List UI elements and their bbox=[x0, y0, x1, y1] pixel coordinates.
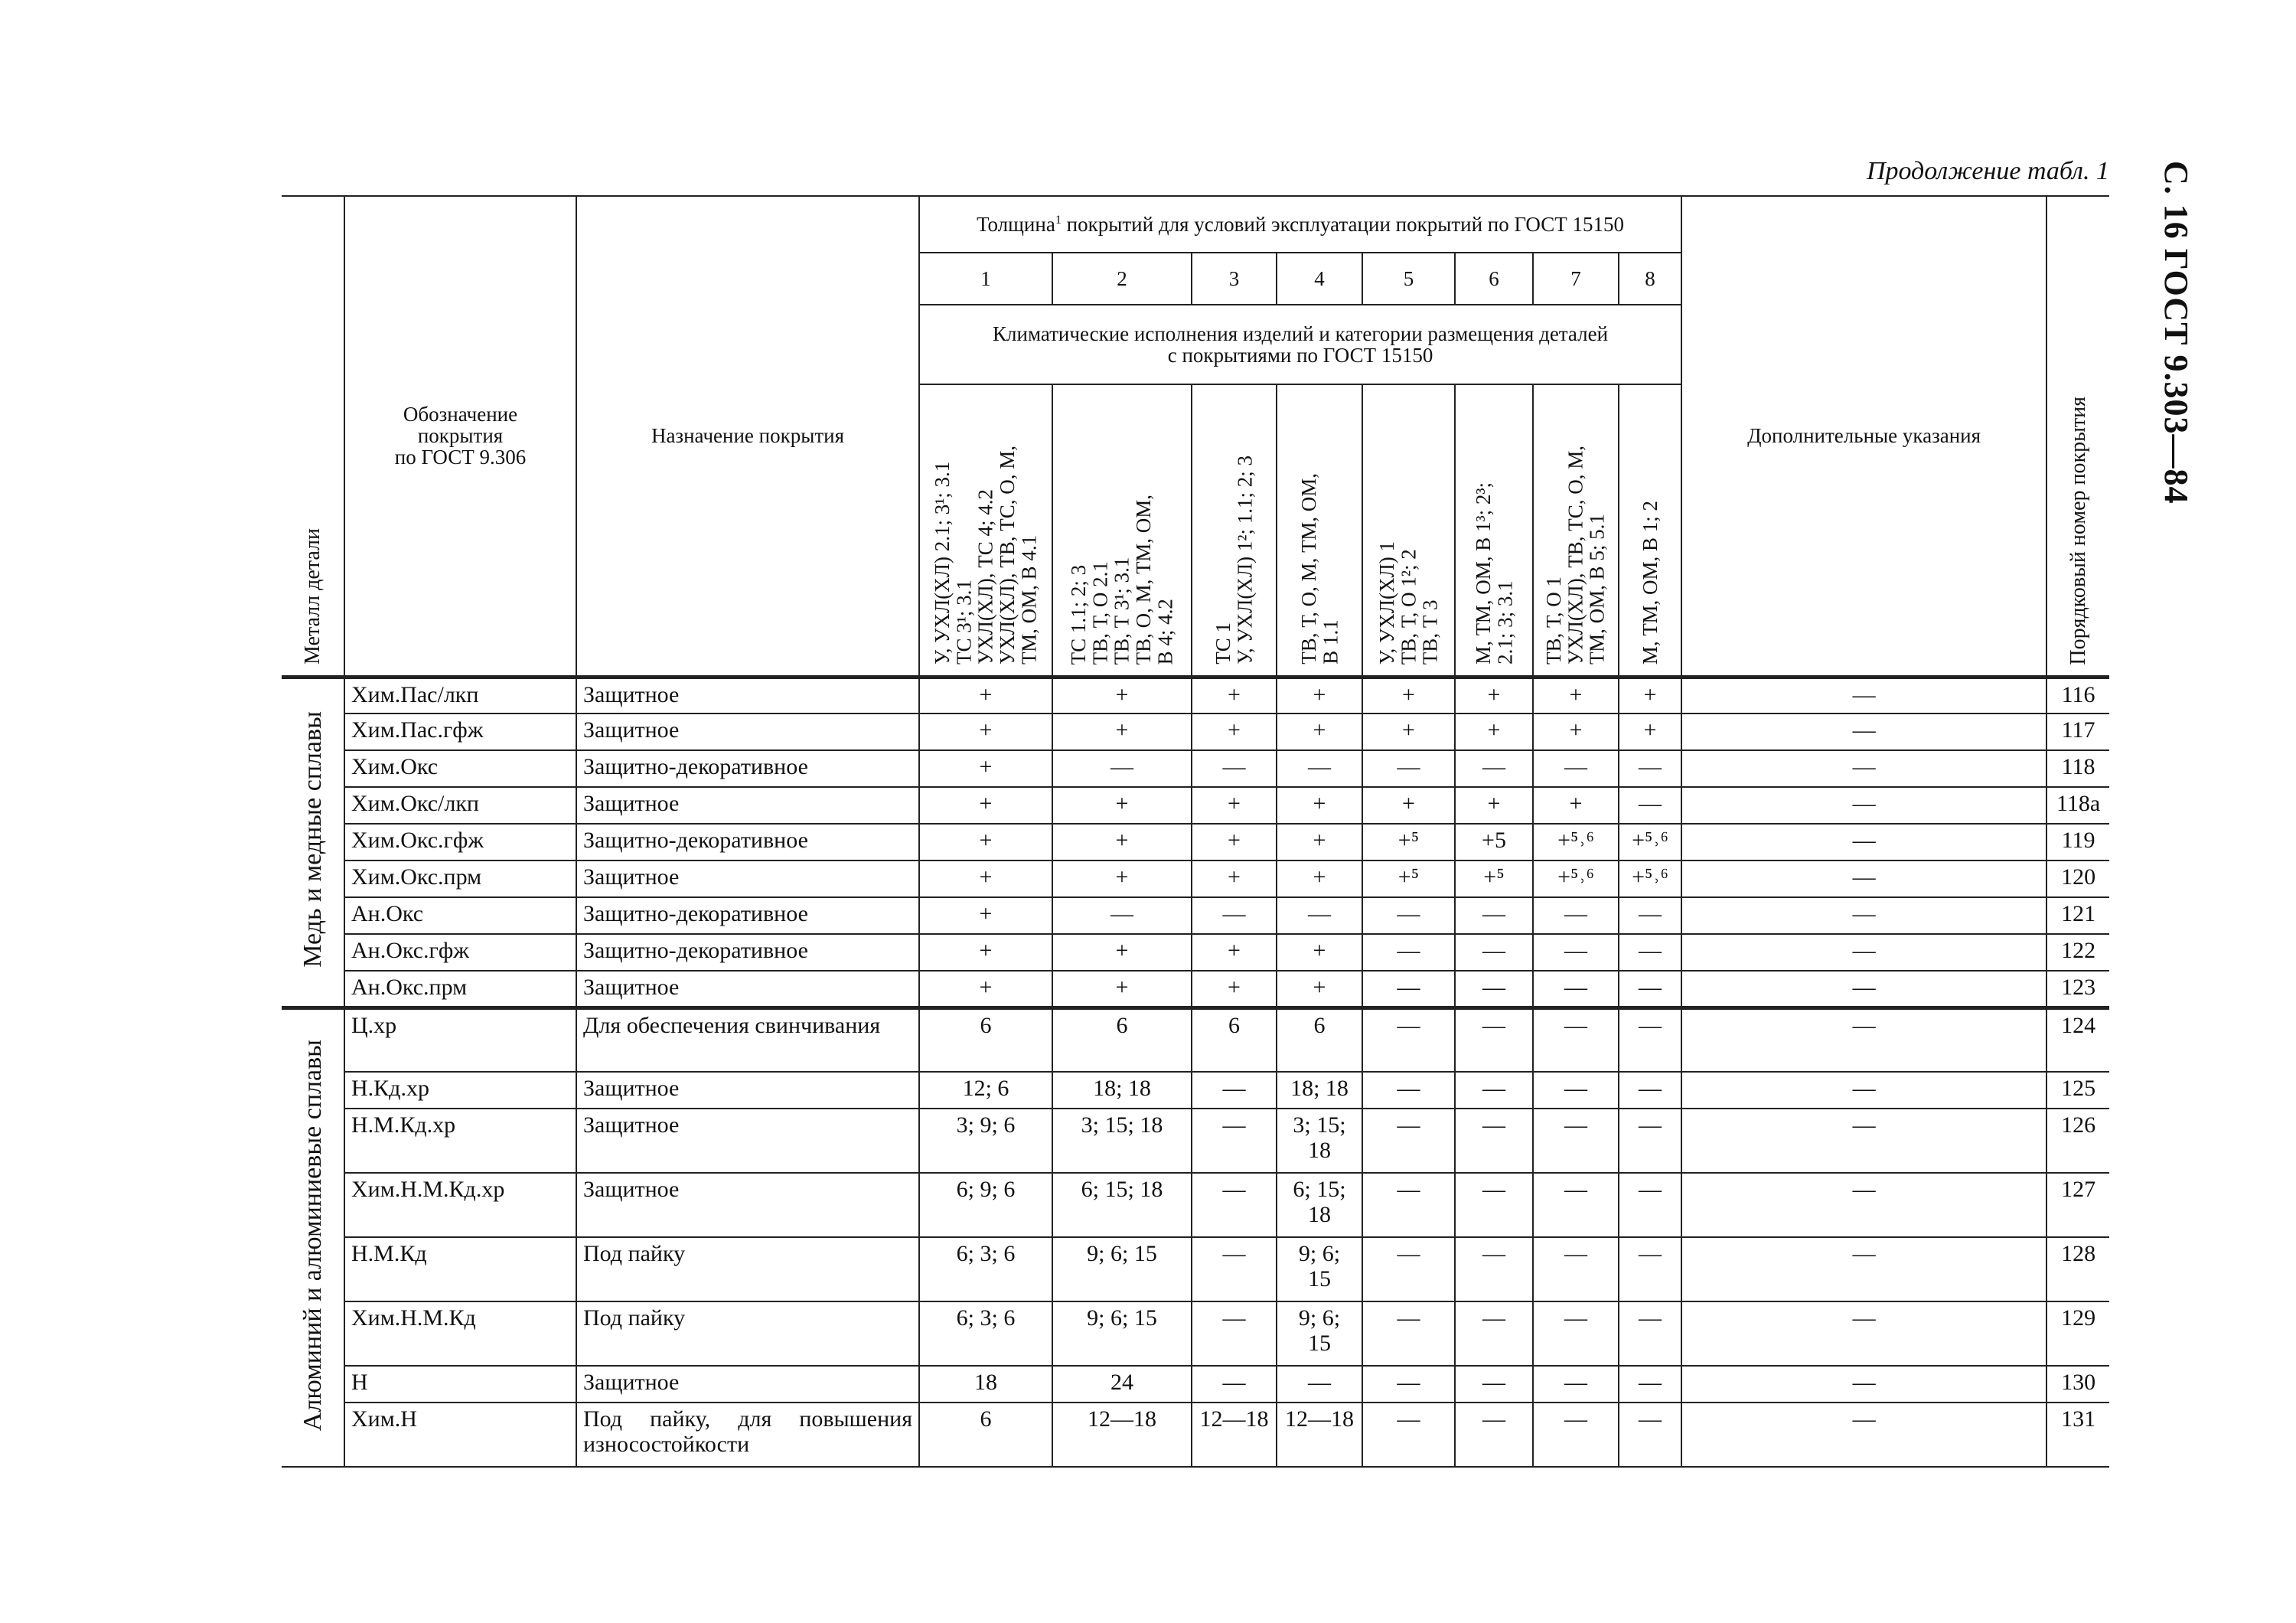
coating-designation: Ан.Окс bbox=[344, 897, 576, 934]
order-number: 128 bbox=[2047, 1237, 2109, 1301]
condition-8-value: — bbox=[1619, 934, 1681, 971]
document-page-header: С. 16 ГОСТ 9.303—84 bbox=[2157, 161, 2195, 505]
condition-8-value: — bbox=[1619, 1173, 1681, 1237]
metal-group-cell bbox=[282, 1007, 344, 1467]
order-number: 120 bbox=[2047, 860, 2109, 897]
condition-4-value: + bbox=[1277, 934, 1362, 971]
condition-6-value: + bbox=[1455, 787, 1533, 824]
coating-designation: Н.Кд.хр bbox=[344, 1072, 576, 1109]
coating-purpose: Защитное bbox=[576, 1173, 919, 1237]
condition-3-value: 12—18 bbox=[1192, 1403, 1277, 1467]
coating-purpose: Для обеспечения свинчивания bbox=[576, 1007, 919, 1072]
condition-4-value: 9; 6; 15 bbox=[1277, 1237, 1362, 1301]
additional-notes: — bbox=[1681, 1072, 2047, 1109]
condition-3-value: — bbox=[1192, 1072, 1277, 1109]
coating-designation: Хим.Окс.гфж bbox=[344, 824, 576, 860]
table-row bbox=[282, 1072, 2109, 1109]
condition-7-value: + bbox=[1533, 714, 1619, 750]
condition-6-value: — bbox=[1455, 1403, 1533, 1467]
header-climate-text: Климатические исполнения изделий и категории размещения деталей с покрытиями по ГОСТ 15150 bbox=[993, 322, 1609, 367]
condition-2-value: 24 bbox=[1052, 1366, 1192, 1403]
condition-7-value: — bbox=[1533, 750, 1619, 787]
header-condition-1: 1 bbox=[919, 253, 1052, 305]
header-metal-text: Металл детали bbox=[300, 528, 325, 665]
condition-8-value: — bbox=[1619, 1403, 1681, 1467]
coating-designation: Хим.Н bbox=[344, 1403, 576, 1467]
condition-6-value: — bbox=[1455, 1366, 1533, 1403]
condition-4-value: + bbox=[1277, 971, 1362, 1007]
condition-5-value: — bbox=[1362, 971, 1455, 1007]
condition-1-value: 6 bbox=[919, 1403, 1052, 1467]
condition-8-value: +⁵˒⁶ bbox=[1619, 860, 1681, 897]
condition-3-value: + bbox=[1192, 787, 1277, 824]
header-additional-text: Дополнительные указания bbox=[1747, 424, 1981, 448]
condition-4-value: 9; 6; 15 bbox=[1277, 1301, 1362, 1366]
metal-group-label: Алюминий и алюминиевые сплавы bbox=[298, 1039, 327, 1431]
condition-2-value: 6 bbox=[1052, 1007, 1192, 1072]
header-additional bbox=[1681, 196, 2047, 677]
condition-4-value: — bbox=[1277, 897, 1362, 934]
condition-2-value: — bbox=[1052, 897, 1192, 934]
coating-designation: Хим.Н.М.Кд bbox=[344, 1301, 576, 1366]
header-condition-4: 4 bbox=[1277, 253, 1362, 305]
condition-4-value: + bbox=[1277, 714, 1362, 750]
condition-6-value: — bbox=[1455, 1173, 1533, 1237]
condition-2-value: + bbox=[1052, 934, 1192, 971]
condition-8-value: — bbox=[1619, 1109, 1681, 1173]
coating-designation: Ан.Окс.гфж bbox=[344, 934, 576, 971]
coating-designation: Хим.Окс.прм bbox=[344, 860, 576, 897]
condition-4-value: 18; 18 bbox=[1277, 1072, 1362, 1109]
table-row bbox=[282, 750, 2109, 787]
header-metal bbox=[282, 196, 344, 677]
coating-designation: Ан.Окс.прм bbox=[344, 971, 576, 1007]
condition-7-value: + bbox=[1533, 677, 1619, 714]
condition-5-value: + bbox=[1362, 714, 1455, 750]
header-climate-cat-1 bbox=[919, 384, 1052, 677]
condition-2-value: + bbox=[1052, 787, 1192, 824]
condition-7-value: — bbox=[1533, 1173, 1619, 1237]
coating-purpose: Защитное bbox=[576, 860, 919, 897]
condition-1-value: + bbox=[919, 677, 1052, 714]
coating-purpose: Защитно-декоративное bbox=[576, 824, 919, 860]
climate-cat-text: М, ТМ, ОМ, В 1; 2 bbox=[1638, 500, 1662, 665]
condition-5-value: — bbox=[1362, 1301, 1455, 1366]
condition-3-value: — bbox=[1192, 750, 1277, 787]
climate-cat-text: У, УХЛ(ХЛ) 2.1; 3¹; 3.1 ТС 3¹; 3.1 УХЛ(ХЛ), ТС 4; 4.2 УХЛ(ХЛ), ТВ, ТС, О, М, ТМ, ОМ, В 4.1 bbox=[931, 446, 1041, 665]
additional-notes: — bbox=[1681, 1237, 2047, 1301]
climate-cat-text: ТВ, Т, О 1 УХЛ(ХЛ), ТВ, ТС, О, М, ТМ, ОМ, В 5; 5.1 bbox=[1542, 446, 1609, 665]
condition-2-value: — bbox=[1052, 750, 1192, 787]
condition-8-value: — bbox=[1619, 1007, 1681, 1072]
condition-7-value: +⁵˒⁶ bbox=[1533, 860, 1619, 897]
table-row bbox=[282, 1237, 2109, 1301]
condition-6-value: — bbox=[1455, 897, 1533, 934]
additional-notes: — bbox=[1681, 897, 2047, 934]
condition-4-value: + bbox=[1277, 677, 1362, 714]
condition-4-value: + bbox=[1277, 787, 1362, 824]
climate-cat-text: ТВ, Т, О, М, ТМ, ОМ, В 1.1 bbox=[1296, 473, 1342, 665]
metal-group-label: Медь и медные сплавы bbox=[298, 711, 327, 968]
header-order-number-text: Порядковый номер покрытия bbox=[2066, 396, 2090, 665]
condition-3-value: + bbox=[1192, 934, 1277, 971]
condition-2-value: + bbox=[1052, 677, 1192, 714]
metal-group-cell bbox=[282, 677, 344, 1007]
condition-1-value: 6; 3; 6 bbox=[919, 1301, 1052, 1366]
condition-5-value: +⁵ bbox=[1362, 860, 1455, 897]
condition-3-value: — bbox=[1192, 897, 1277, 934]
header-condition-7: 7 bbox=[1533, 253, 1619, 305]
condition-1-value: + bbox=[919, 750, 1052, 787]
additional-notes: — bbox=[1681, 677, 2047, 714]
coating-designation: Хим.Окс/лкп bbox=[344, 787, 576, 824]
coating-purpose: Защитное bbox=[576, 1109, 919, 1173]
order-number: 127 bbox=[2047, 1173, 2109, 1237]
condition-8-value: + bbox=[1619, 714, 1681, 750]
condition-6-value: + bbox=[1455, 714, 1533, 750]
header-climate bbox=[919, 305, 1681, 384]
header-thickness-footnote: 1 bbox=[1055, 212, 1062, 227]
table-body bbox=[282, 677, 2109, 1467]
condition-5-value: — bbox=[1362, 1173, 1455, 1237]
condition-1-value: + bbox=[919, 860, 1052, 897]
table-row bbox=[282, 824, 2109, 860]
condition-5-value: — bbox=[1362, 897, 1455, 934]
coating-purpose: Защитное bbox=[576, 714, 919, 750]
header-climate-cat-5 bbox=[1362, 384, 1455, 677]
condition-8-value: +⁵˒⁶ bbox=[1619, 824, 1681, 860]
coating-designation: Хим.Пас/лкп bbox=[344, 677, 576, 714]
condition-1-value: 3; 9; 6 bbox=[919, 1109, 1052, 1173]
coating-designation: Хим.Н.М.Кд.хр bbox=[344, 1173, 576, 1237]
header-thickness bbox=[919, 196, 1681, 253]
order-number: 126 bbox=[2047, 1109, 2109, 1173]
condition-3-value: — bbox=[1192, 1173, 1277, 1237]
table-row bbox=[282, 897, 2109, 934]
condition-4-value: 6 bbox=[1277, 1007, 1362, 1072]
header-thickness-text: Толщина bbox=[977, 212, 1055, 236]
climate-cat-text: ТС 1 У, УХЛ(ХЛ) 1²; 1.1; 2; 3 bbox=[1212, 456, 1257, 665]
order-number: 123 bbox=[2047, 971, 2109, 1007]
table-row bbox=[282, 934, 2109, 971]
table-row bbox=[282, 677, 2109, 714]
header-climate-cat-3 bbox=[1192, 384, 1277, 677]
condition-3-value: 6 bbox=[1192, 1007, 1277, 1072]
condition-2-value: 6; 15; 18 bbox=[1052, 1173, 1192, 1237]
coating-purpose: Под пайку, для повышения износостойкости bbox=[576, 1403, 919, 1467]
coating-designation: Хим.Окс bbox=[344, 750, 576, 787]
condition-4-value: + bbox=[1277, 860, 1362, 897]
condition-4-value: — bbox=[1277, 750, 1362, 787]
table-row bbox=[282, 1301, 2109, 1366]
header-climate-cat-8 bbox=[1619, 384, 1681, 677]
coating-purpose: Защитно-декоративное bbox=[576, 934, 919, 971]
condition-5-value: — bbox=[1362, 1403, 1455, 1467]
table-row bbox=[282, 787, 2109, 824]
condition-6-value: — bbox=[1455, 1072, 1533, 1109]
coating-designation: Ц.хр bbox=[344, 1007, 576, 1072]
condition-1-value: 6; 3; 6 bbox=[919, 1237, 1052, 1301]
condition-5-value: — bbox=[1362, 750, 1455, 787]
condition-5-value: — bbox=[1362, 934, 1455, 971]
condition-7-value: — bbox=[1533, 1403, 1619, 1467]
condition-1-value: 6; 9; 6 bbox=[919, 1173, 1052, 1237]
additional-notes: — bbox=[1681, 934, 2047, 971]
coating-purpose: Под пайку bbox=[576, 1237, 919, 1301]
condition-5-value: — bbox=[1362, 1072, 1455, 1109]
coating-purpose: Защитное bbox=[576, 1366, 919, 1403]
condition-3-value: + bbox=[1192, 677, 1277, 714]
table-row bbox=[282, 1173, 2109, 1237]
additional-notes: — bbox=[1681, 750, 2047, 787]
condition-1-value: 6 bbox=[919, 1007, 1052, 1072]
order-number: 118а bbox=[2047, 787, 2109, 824]
header-condition-5: 5 bbox=[1362, 253, 1455, 305]
coating-purpose: Защитно-декоративное bbox=[576, 897, 919, 934]
climate-cat-text: У, УХЛ(ХЛ) 1 ТВ, Т, О 1²; 2 ТВ, Т 3 bbox=[1375, 540, 1442, 665]
condition-6-value: — bbox=[1455, 750, 1533, 787]
header-order-number bbox=[2047, 196, 2109, 677]
condition-7-value: +⁵˒⁶ bbox=[1533, 824, 1619, 860]
condition-5-value: + bbox=[1362, 677, 1455, 714]
header-climate-cat-6 bbox=[1455, 384, 1533, 677]
condition-1-value: + bbox=[919, 714, 1052, 750]
condition-1-value: + bbox=[919, 824, 1052, 860]
header-condition-6: 6 bbox=[1455, 253, 1533, 305]
header-thickness-rest: покрытий для условий эксплуатации покрытий по ГОСТ 15150 bbox=[1061, 212, 1625, 236]
condition-2-value: 9; 6; 15 bbox=[1052, 1237, 1192, 1301]
condition-7-value: — bbox=[1533, 1072, 1619, 1109]
additional-notes: — bbox=[1681, 1366, 2047, 1403]
table-row bbox=[282, 1403, 2109, 1467]
coating-purpose: Защитное bbox=[576, 971, 919, 1007]
header-condition-2: 2 bbox=[1052, 253, 1192, 305]
condition-2-value: 3; 15; 18 bbox=[1052, 1109, 1192, 1173]
coating-purpose: Защитно-декоративное bbox=[576, 750, 919, 787]
condition-2-value: 9; 6; 15 bbox=[1052, 1301, 1192, 1366]
condition-6-value: — bbox=[1455, 934, 1533, 971]
condition-4-value: 6; 15; 18 bbox=[1277, 1173, 1362, 1237]
additional-notes: — bbox=[1681, 1403, 2047, 1467]
additional-notes: — bbox=[1681, 1007, 2047, 1072]
condition-4-value: 12—18 bbox=[1277, 1403, 1362, 1467]
additional-notes: — bbox=[1681, 714, 2047, 750]
additional-notes: — bbox=[1681, 787, 2047, 824]
condition-5-value: — bbox=[1362, 1237, 1455, 1301]
table-row bbox=[282, 714, 2109, 750]
header-climate-cat-4 bbox=[1277, 384, 1362, 677]
condition-1-value: + bbox=[919, 897, 1052, 934]
order-number: 125 bbox=[2047, 1072, 2109, 1109]
condition-8-value: — bbox=[1619, 1301, 1681, 1366]
additional-notes: — bbox=[1681, 860, 2047, 897]
table-row bbox=[282, 1366, 2109, 1403]
condition-6-value: — bbox=[1455, 1007, 1533, 1072]
continuation-caption: Продолжение табл. 1 bbox=[1866, 157, 2109, 185]
condition-3-value: + bbox=[1192, 860, 1277, 897]
condition-5-value: — bbox=[1362, 1109, 1455, 1173]
header-climate-cat-2 bbox=[1052, 384, 1192, 677]
coating-designation: Хим.Пас.гфж bbox=[344, 714, 576, 750]
condition-7-value: — bbox=[1533, 1007, 1619, 1072]
condition-3-value: — bbox=[1192, 1366, 1277, 1403]
condition-4-value: 3; 15; 18 bbox=[1277, 1109, 1362, 1173]
condition-7-value: + bbox=[1533, 787, 1619, 824]
condition-8-value: + bbox=[1619, 677, 1681, 714]
condition-5-value: + bbox=[1362, 787, 1455, 824]
condition-2-value: + bbox=[1052, 714, 1192, 750]
header-purpose bbox=[576, 196, 919, 677]
coating-purpose: Защитное bbox=[576, 677, 919, 714]
additional-notes: — bbox=[1681, 824, 2047, 860]
condition-4-value: + bbox=[1277, 824, 1362, 860]
condition-2-value: + bbox=[1052, 824, 1192, 860]
condition-8-value: — bbox=[1619, 1237, 1681, 1301]
coating-designation: Н.М.Кд.хр bbox=[344, 1109, 576, 1173]
condition-8-value: — bbox=[1619, 750, 1681, 787]
order-number: 117 bbox=[2047, 714, 2109, 750]
condition-3-value: + bbox=[1192, 714, 1277, 750]
order-number: 131 bbox=[2047, 1403, 2109, 1467]
header-purpose-text: Назначение покрытия bbox=[651, 424, 845, 448]
condition-5-value: — bbox=[1362, 1366, 1455, 1403]
coating-purpose: Под пайку bbox=[576, 1301, 919, 1366]
header-condition-8: 8 bbox=[1619, 253, 1681, 305]
order-number: 130 bbox=[2047, 1366, 2109, 1403]
condition-1-value: + bbox=[919, 971, 1052, 1007]
order-number: 119 bbox=[2047, 824, 2109, 860]
condition-3-value: — bbox=[1192, 1237, 1277, 1301]
header-designation bbox=[344, 196, 576, 677]
condition-7-value: — bbox=[1533, 971, 1619, 1007]
condition-8-value: — bbox=[1619, 787, 1681, 824]
order-number: 129 bbox=[2047, 1301, 2109, 1366]
table-row bbox=[282, 1109, 2109, 1173]
condition-7-value: — bbox=[1533, 1109, 1619, 1173]
condition-6-value: — bbox=[1455, 1301, 1533, 1366]
condition-1-value: 12; 6 bbox=[919, 1072, 1052, 1109]
condition-7-value: — bbox=[1533, 1366, 1619, 1403]
order-number: 116 bbox=[2047, 677, 2109, 714]
condition-2-value: 12—18 bbox=[1052, 1403, 1192, 1467]
additional-notes: — bbox=[1681, 1301, 2047, 1366]
condition-1-value: 18 bbox=[919, 1366, 1052, 1403]
condition-2-value: + bbox=[1052, 971, 1192, 1007]
condition-7-value: — bbox=[1533, 934, 1619, 971]
condition-3-value: — bbox=[1192, 1301, 1277, 1366]
condition-2-value: + bbox=[1052, 860, 1192, 897]
condition-6-value: +⁵ bbox=[1455, 860, 1533, 897]
condition-1-value: + bbox=[919, 787, 1052, 824]
header-condition-3: 3 bbox=[1192, 253, 1277, 305]
table-header bbox=[282, 196, 2109, 677]
order-number: 118 bbox=[2047, 750, 2109, 787]
condition-6-value: — bbox=[1455, 1237, 1533, 1301]
condition-6-value: — bbox=[1455, 1109, 1533, 1173]
condition-5-value: +⁵ bbox=[1362, 824, 1455, 860]
condition-8-value: — bbox=[1619, 1072, 1681, 1109]
condition-5-value: — bbox=[1362, 1007, 1455, 1072]
condition-6-value: +5 bbox=[1455, 824, 1533, 860]
climate-cat-text: М, ТМ, ОМ, В 1³; 2³; 2.1; 3; 3.1 bbox=[1471, 482, 1516, 665]
condition-7-value: — bbox=[1533, 897, 1619, 934]
order-number: 124 bbox=[2047, 1007, 2109, 1072]
table-row bbox=[282, 971, 2109, 1007]
condition-7-value: — bbox=[1533, 1237, 1619, 1301]
condition-7-value: — bbox=[1533, 1301, 1619, 1366]
condition-8-value: — bbox=[1619, 897, 1681, 934]
header-designation-text: Обозначение покрытия по ГОСТ 9.306 bbox=[394, 402, 527, 469]
table-row bbox=[282, 1007, 2109, 1072]
order-number: 121 bbox=[2047, 897, 2109, 934]
condition-2-value: 18; 18 bbox=[1052, 1072, 1192, 1109]
condition-4-value: — bbox=[1277, 1366, 1362, 1403]
coating-designation: Н.М.Кд bbox=[344, 1237, 576, 1301]
climate-cat-text: ТС 1.1; 2; 3 ТВ, Т, О 2.1 ТВ, Т 3¹; 3.1 ТВ, О, М, ТМ, ОМ, В 4; 4.2 bbox=[1067, 494, 1177, 665]
coatings-table bbox=[282, 195, 2109, 1468]
coating-designation: Н bbox=[344, 1366, 576, 1403]
table-row bbox=[282, 860, 2109, 897]
condition-6-value: — bbox=[1455, 971, 1533, 1007]
additional-notes: — bbox=[1681, 1173, 2047, 1237]
additional-notes: — bbox=[1681, 971, 2047, 1007]
condition-3-value: + bbox=[1192, 824, 1277, 860]
condition-3-value: + bbox=[1192, 971, 1277, 1007]
condition-3-value: — bbox=[1192, 1109, 1277, 1173]
coating-purpose: Защитное bbox=[576, 1072, 919, 1109]
condition-6-value: + bbox=[1455, 677, 1533, 714]
additional-notes: — bbox=[1681, 1109, 2047, 1173]
condition-1-value: + bbox=[919, 934, 1052, 971]
header-climate-cat-7 bbox=[1533, 384, 1619, 677]
coating-purpose: Защитное bbox=[576, 787, 919, 824]
condition-8-value: — bbox=[1619, 1366, 1681, 1403]
order-number: 122 bbox=[2047, 934, 2109, 971]
condition-8-value: — bbox=[1619, 971, 1681, 1007]
